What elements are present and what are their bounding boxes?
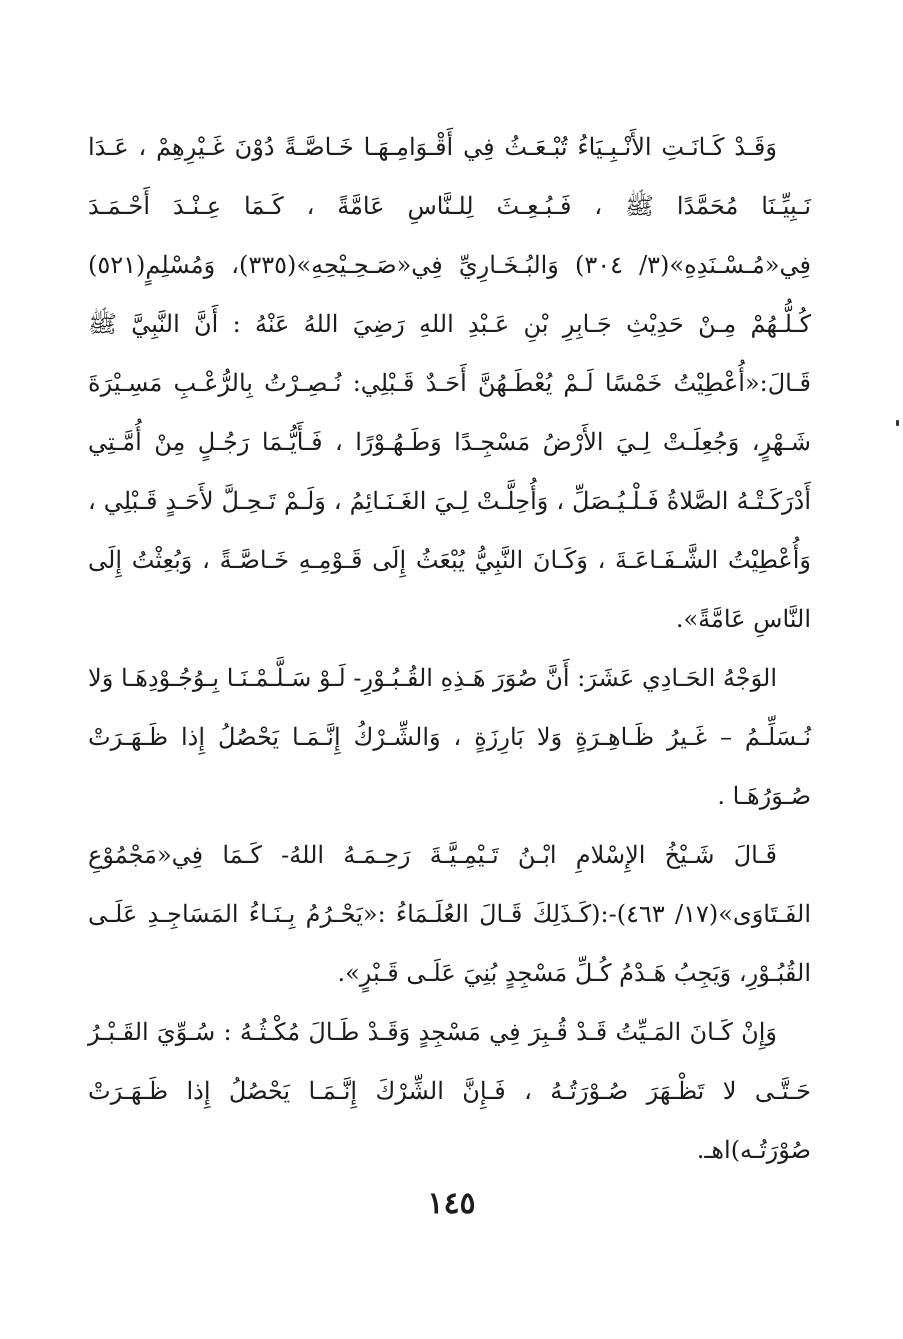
edge-mark bbox=[896, 420, 899, 426]
paragraph-eleventh-aspect: الوَجْهُ الحَـادِي عَشَرَ: أَنَّ صُوَرَ هَـذِهِ القُـبُـوْرِ- لَـوْ سَـلَّـمْـنَـا بِـوُجُـوْدِهَـا وَلا نُـسَلِّـمُ – غَـيرُ ظَـاهِـرَةٍ وَلا بَارِزَةٍ ، وَالشِّـرْكُ إِنَّـمَـا يَحْصُلُ إِذا ظَـهَـرَتْ صُـوَرُهَـا . bbox=[88, 664, 811, 810]
paragraph-ibn-taymiyyah-quote: قَـالَ شَـيْخُ الإِسْلامِ ابْـنُ تَـيْمِـيَّـةَ رَحِـمَـهُ اللهُ- كَـمَا فِي«مَجْمُوْعِ الفَـتَاوَى»(١٧/ ٤٦٣)-:(كَـذَلِكَ قَـالَ العُلَـمَاءُ :«يَحْـرُمُ بِـنَـاءُ المَسَاجِـدِ عَلَـى القُبُـوْرِ، وَيَجِبُ هَـدْمُ كُـلِّ مَسْجِدٍ بُنِيَ عَلَـى قَـبْرٍ». bbox=[88, 841, 811, 987]
paragraph-prophets-hadith: وَقَـدْ كَـانَـتِ الأَنْـبِـيَاءُ تُبْـعَـثُ فِي أَقْـوَامِـهَـا خَـاصَّـةً دُوْنَ غَـيْرِهِمْ ، عَـدَا نَـبِيِّـنَا مُحَمَّدًا ﷺ ، فَـبُـعِـثَ لِلـنَّاسِ عَامَّةً ، كَـمَا عِـنْـدَ أَحْـمَـدَ فِي«مُـسْـنَدِهِ»(٣/ ٣٠٤) وَالبُـخَـارِيِّ فِي«صَـحِـيْحِهِ»(٣٣٥)، وَمُسْلِمٍ(٥٢١) كُـلُّـهُمْ مِـنْ حَدِيْثِ جَـابِرِ بْنِ عَـبْدِ اللهِ رَضِيَ اللهُ عَنْهُ : أَنَّ النَّبِيَّ ﷺ قَـالَ:«أُعْطِيْتُ خَمْسًا لَـمْ يُعْطَـهُنَّ أَحَـدٌ قَـبْلِي: نُـصِـرْتُ بِالرُّعْـبِ مَسِـيْرَةَ شَـهْرٍ، وَجُعِلَـتْ لِـيَ الأَرْضُ مَسْجِـدًا وَطَـهُـوْرًا ، فَـأَيُّـمَا رَجُـلٍ مِنْ أُمَّـتِي أَدْرَكَـتْـهُ الصَّلاةُ فَـلْـيُـصَلِّ ، وَأُحِلَّـتْ لِـيَ الغَـنَـائِمُ ، وَلَـمْ تَـحِـلَّ لأَحَـدٍ قَـبْلِي ، وَأُعْطِيْتُ الشَّـفَـاعَـةَ ، وَكَـانَ النَّبِيُّ يُبْعَثُ إِلَى قَـوْمِـهِ خَـاصَّـةً ، وَبُعِثْتُ إِلَى النَّاسِ عَامَّةً». bbox=[88, 133, 811, 633]
page-body bbox=[88, 118, 811, 1180]
paragraph-grave-leveling: وَإِنْ كَـانَ المَـيِّتُ قَـدْ قُـبِرَ فِي مَسْجِدٍ وَقَـدْ طَـالَ مُكْـثُـهُ : سُـوِّيَ القَـبْـرُ حَـتَّـى لا تَظْـهَرَ صُـوْرَتُـهُ ، فَـإِنَّ الشِّرْكَ إِنَّـمَـا يَحْصُلُ إِذا ظَـهَـرَتْ صُوْرَتُـه)اهـ. bbox=[88, 1018, 811, 1164]
page-number: ١٤٥ bbox=[427, 1186, 476, 1221]
